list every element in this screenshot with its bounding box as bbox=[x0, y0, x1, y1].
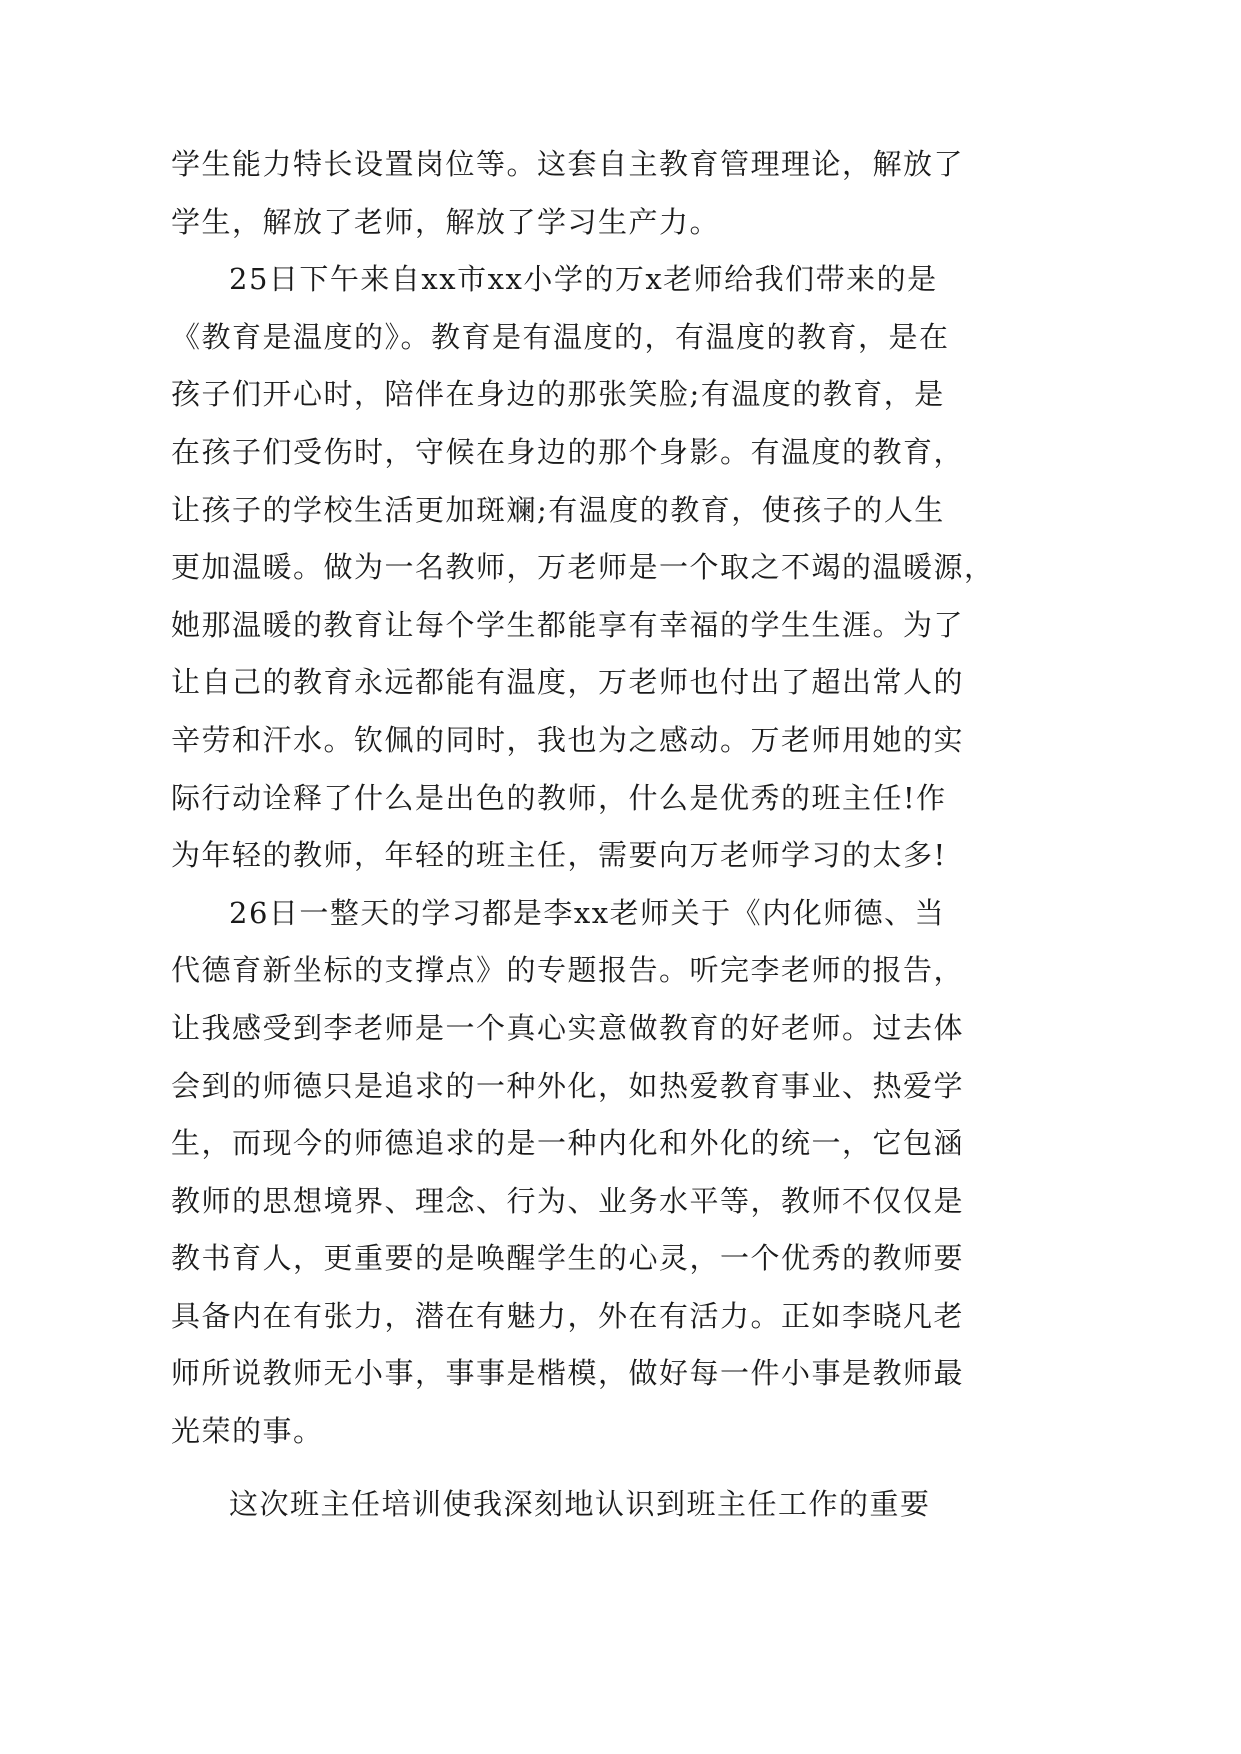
text-line: 让孩子的学校生活更加斑斓;有温度的教育，使孩子的人生 bbox=[171, 492, 945, 527]
text-line: 师所说教师无小事，事事是楷模，做好每一件小事是教师最 bbox=[171, 1356, 965, 1391]
text-line: 更加温暖。做为一名教师，万老师是一个取之不竭的温暖源， bbox=[171, 550, 995, 585]
text-line: 这次班主任培训使我深刻地认识到班主任工作的重要 bbox=[229, 1486, 931, 1521]
text-line: 她那温暖的教育让每个学生都能享有幸福的学生生涯。为了 bbox=[171, 607, 965, 642]
text-line: 让自己的教育永远都能有温度，万老师也付出了超出常人的 bbox=[171, 665, 965, 700]
text-line: 学生，解放了老师，解放了学习生产力。 bbox=[171, 204, 721, 239]
paragraph-2 bbox=[171, 251, 995, 885]
text-line: 会到的师德只是追求的一种外化，如热爱教育事业、热爱学 bbox=[171, 1068, 965, 1103]
text-line: 代德育新坐标的支撑点》的专题报告。听完李老师的报告， bbox=[171, 953, 965, 988]
text-line: 光荣的事。 bbox=[171, 1414, 324, 1449]
text-line: 在孩子们受伤时，守候在身边的那个身影。有温度的教育， bbox=[171, 434, 965, 469]
text-line: 孩子们开心时，陪伴在身边的那张笑脸;有温度的教育，是 bbox=[171, 377, 945, 412]
text-line: 为年轻的教师，年轻的班主任，需要向万老师学习的太多! bbox=[171, 838, 947, 873]
text-line: 学生能力特长设置岗位等。这套自主教育管理理论，解放了 bbox=[171, 147, 965, 181]
document-body bbox=[171, 136, 995, 1533]
paragraph-3 bbox=[171, 885, 965, 1461]
text-line: 让我感受到李老师是一个真心实意做教育的好老师。过去体 bbox=[171, 1010, 965, 1045]
paragraph-1 bbox=[171, 136, 965, 251]
text-line: 辛劳和汗水。钦佩的同时，我也为之感动。万老师用她的实 bbox=[171, 722, 965, 757]
text-line: 教师的思想境界、理念、行为、业务水平等，教师不仅仅是 bbox=[171, 1183, 965, 1218]
paragraph-4 bbox=[171, 1476, 941, 1534]
text-line: 际行动诠释了什么是出色的教师，什么是优秀的班主任!作 bbox=[171, 780, 947, 815]
text-line: 教书育人，更重要的是唤醒学生的心灵，一个优秀的教师要 bbox=[171, 1241, 965, 1276]
text-line: 《教育是温度的》。教育是有温度的，有温度的教育，是在 bbox=[171, 319, 950, 354]
paragraph-gap bbox=[171, 1461, 941, 1476]
text-line: 生，而现今的师德追求的是一种内化和外化的统一，它包涵 bbox=[171, 1126, 965, 1161]
text-line: 具备内在有张力，潜在有魅力，外在有活力。正如李晓凡老 bbox=[171, 1298, 965, 1333]
text-line: 26日一整天的学习都是李xx老师关于《内化师德、当 bbox=[229, 895, 946, 930]
text-line: 25日下午来自xx市xx小学的万x老师给我们带来的是 bbox=[229, 262, 938, 297]
